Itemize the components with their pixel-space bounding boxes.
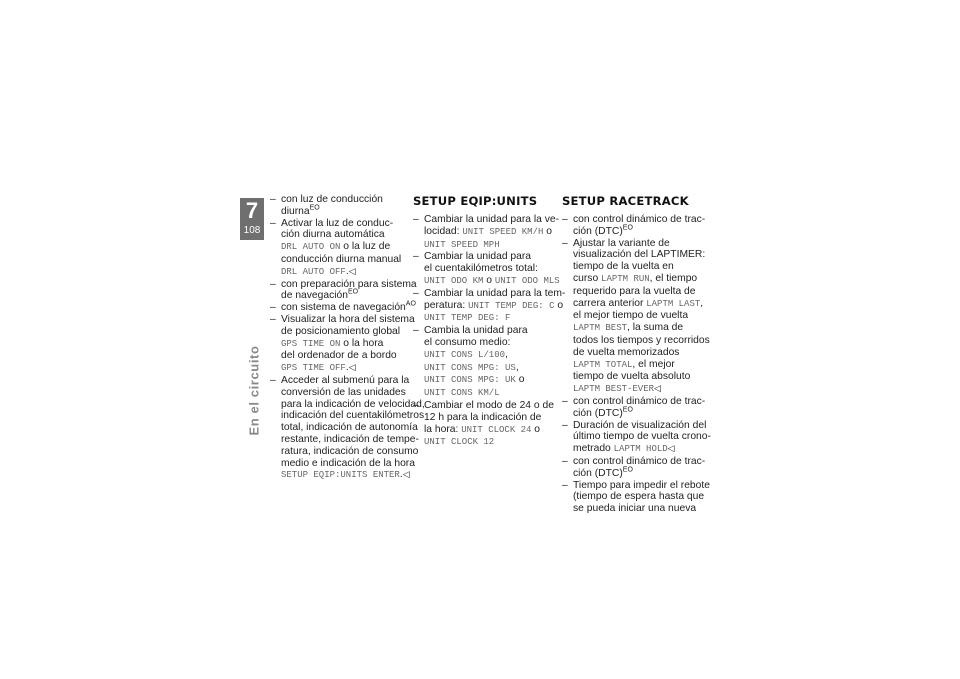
list-item — [413, 214, 560, 251]
text-segment: o — [531, 423, 541, 435]
text-segment: requerido para la vuelta de — [573, 285, 696, 297]
text-segment: ción (DTC) — [573, 467, 623, 479]
text-line — [424, 400, 555, 412]
text-line — [573, 456, 712, 468]
text-line — [573, 383, 712, 396]
text-line — [424, 436, 555, 449]
display-code: DRL AUTO ON — [281, 242, 341, 253]
text-line — [281, 469, 410, 482]
text-segment: locidad: — [424, 225, 463, 237]
text-line — [281, 290, 410, 302]
list-item — [270, 313, 415, 375]
text-segment: diurna — [281, 205, 310, 217]
text-segment: , — [515, 361, 519, 373]
text-segment: 12 h para la indicación de — [424, 411, 542, 423]
list-item — [562, 480, 712, 515]
text-segment: , — [700, 297, 704, 309]
text-line — [281, 229, 410, 241]
list-item — [413, 400, 555, 449]
text-line — [281, 387, 410, 399]
text-segment: de posicionamiento global — [281, 325, 401, 337]
text-segment: restante, indicación de tempe- — [281, 433, 419, 445]
list-item — [562, 238, 712, 396]
text-segment: o — [515, 374, 525, 386]
list-item — [562, 214, 712, 238]
display-code: LAPTM TOTAL — [573, 359, 633, 370]
display-code: UNIT ODO MLS — [494, 275, 560, 286]
text-segment: Activar la luz de conduc- — [281, 217, 394, 229]
text-line — [424, 374, 555, 387]
text-line — [573, 310, 712, 322]
text-segment: con preparación para sistema — [281, 278, 417, 290]
display-code: UNIT TEMP DEG: F — [424, 313, 511, 324]
equipment-superscript: EO — [348, 288, 359, 296]
display-code: LAPTM LAST — [646, 298, 701, 309]
end-mark-icon: ◁ — [654, 383, 661, 394]
text-line — [424, 251, 555, 263]
text-segment: tiempo de la vuelta en — [573, 261, 674, 273]
display-code: UNIT SPEED MPH — [424, 239, 500, 250]
end-mark-icon: ◁ — [402, 469, 410, 480]
text-line — [573, 273, 712, 286]
text-line — [573, 261, 712, 273]
text-segment: . — [399, 469, 403, 481]
equipment-superscript: EO — [622, 406, 633, 414]
chapter-number: 7 — [245, 198, 259, 223]
text-segment: indicación del cuentakilómetros — [281, 410, 425, 422]
text-segment: Cambiar el modo de 24 o de — [424, 399, 554, 411]
text-line — [424, 325, 555, 337]
section-title-vertical — [246, 340, 260, 440]
text-line — [424, 424, 555, 437]
text-segment: o — [543, 225, 552, 237]
text-line — [573, 443, 712, 456]
text-line — [573, 420, 712, 432]
text-line — [424, 337, 555, 349]
text-segment: Cambiar la unidad para la ve- — [424, 214, 560, 225]
text-segment: Duración de visualización del — [573, 419, 707, 431]
text-line — [573, 371, 712, 383]
text-line — [573, 298, 712, 311]
text-segment: conversión de las unidades — [281, 386, 406, 398]
text-line — [424, 287, 566, 300]
text-segment: o — [554, 299, 564, 311]
text-segment: con control dinámico de trac- — [573, 214, 706, 225]
text-line — [573, 396, 712, 408]
text-segment: curso — [573, 272, 602, 284]
display-code: LAPTM RUN — [601, 273, 650, 284]
text-line — [573, 322, 712, 335]
text-segment: con control dinámico de trac- — [573, 455, 706, 467]
text-line — [281, 375, 410, 387]
text-line — [573, 249, 712, 261]
text-segment: , el mejor — [632, 358, 675, 370]
display-code: GPS TIME ON — [281, 338, 341, 349]
text-segment: total, indicación de autonomía — [281, 422, 418, 434]
text-line — [424, 226, 555, 239]
text-line — [573, 226, 712, 238]
setting-list — [270, 194, 425, 482]
text-segment: Cambiar la unidad para — [424, 251, 532, 263]
text-line — [281, 206, 410, 218]
list-item — [413, 325, 555, 400]
text-line — [281, 266, 410, 279]
text-line — [573, 503, 712, 515]
end-mark-icon: ◁ — [667, 443, 675, 454]
text-segment: visualización del LAPTIMER: — [573, 249, 706, 261]
text-segment: o la luz de — [340, 241, 391, 253]
text-line — [573, 214, 712, 226]
text-line — [573, 335, 712, 347]
text-segment: último tiempo de vuelta crono- — [573, 431, 711, 443]
display-code: UNIT CONS KM/L — [424, 388, 500, 399]
list-item — [562, 420, 712, 456]
text-segment: . — [345, 362, 349, 374]
text-segment: la hora: — [424, 423, 462, 435]
text-line — [281, 194, 410, 206]
list-item — [413, 287, 566, 325]
display-code: UNIT CONS L/100 — [424, 349, 506, 360]
text-line — [281, 457, 415, 470]
text-line — [281, 362, 410, 375]
text-line — [281, 326, 410, 338]
text-line — [573, 491, 712, 503]
text-line — [281, 410, 425, 422]
text-segment: se pueda iniciar una nueva — [573, 503, 697, 515]
text-segment: peratura: — [424, 299, 469, 311]
display-code: UNIT ODO KM — [424, 275, 484, 286]
text-line — [424, 214, 560, 226]
text-line — [281, 338, 410, 351]
display-code: UNIT SPEED KM/H — [462, 226, 544, 237]
text-line — [424, 312, 555, 325]
text-segment: o — [483, 274, 495, 286]
text-segment: Visualizar la hora del sistema — [281, 313, 415, 325]
text-line — [281, 241, 410, 254]
text-segment: para la indicación de velocidad, — [281, 398, 425, 410]
list-item — [270, 300, 416, 314]
text-segment: o la hora — [340, 337, 384, 349]
text-segment: Tiempo para impedir el rebote — [573, 479, 710, 491]
text-line — [281, 350, 410, 362]
text-segment: , — [505, 348, 508, 360]
text-line — [573, 468, 712, 480]
text-segment: el consumo medio: — [424, 336, 511, 348]
text-line — [424, 349, 555, 362]
equipment-superscript: AO — [405, 300, 416, 308]
text-line — [424, 412, 555, 424]
text-segment: , la suma de — [627, 322, 684, 334]
text-segment: con sistema de navegación — [281, 302, 406, 314]
text-segment: Acceder al submenú para la — [281, 374, 410, 386]
text-line — [424, 387, 555, 400]
display-code: UNIT CLOCK 24 — [461, 424, 532, 435]
chapter-marker — [240, 198, 264, 240]
display-code: SETUP EQIP:UNITS ENTER — [281, 470, 400, 481]
column-setup-units — [413, 194, 566, 449]
display-code: UNIT CONS MPG: UK — [424, 375, 516, 386]
text-line — [573, 359, 712, 372]
text-line — [573, 431, 712, 443]
text-segment: tiempo de vuelta absoluto — [573, 371, 691, 383]
text-segment: el cuentakilómetros total: — [424, 263, 538, 275]
text-segment: todos los tiempos y recorridos — [573, 334, 710, 346]
text-line — [281, 433, 419, 446]
column-setup-racetrack — [562, 194, 712, 515]
text-line — [281, 218, 410, 230]
text-segment: ción diurna automática — [281, 229, 385, 241]
text-segment: Cambia la unidad para — [424, 325, 528, 337]
text-line — [424, 362, 555, 375]
end-mark-icon: ◁ — [348, 362, 356, 373]
text-line — [281, 445, 419, 458]
text-segment: ción (DTC) — [573, 225, 623, 237]
display-code: LAPTM BEST-EVER — [573, 384, 655, 395]
setting-list — [562, 214, 712, 515]
text-line — [281, 422, 418, 434]
text-segment: (tiempo de espera hasta que — [573, 491, 705, 503]
equipment-superscript: EO — [309, 204, 320, 212]
text-segment: de vuelta memorizados — [573, 346, 680, 358]
text-line — [281, 313, 415, 326]
end-mark-icon: ◁ — [348, 265, 356, 276]
list-item — [270, 278, 417, 303]
display-code: UNIT TEMP DEG: C — [468, 300, 555, 311]
text-line — [281, 300, 416, 314]
list-item — [562, 396, 712, 420]
list-item — [270, 218, 410, 279]
section-heading-setup-racetrack: SETUP RACETRACK — [562, 194, 689, 208]
text-line — [424, 263, 555, 275]
text-segment: . — [345, 265, 349, 277]
list-item — [562, 456, 712, 480]
text-segment: conducción diurna manual — [281, 253, 402, 265]
section-heading-setup-units: SETUP EQIP:UNITS — [413, 194, 538, 208]
equipment-superscript: EO — [622, 224, 633, 232]
display-code: LAPTM HOLD — [613, 444, 668, 455]
display-code: DRL AUTO OFF — [281, 266, 346, 277]
text-segment: con control dinámico de trac- — [573, 395, 706, 407]
text-line — [424, 239, 555, 252]
text-line — [573, 480, 712, 492]
text-segment: , el tiempo — [649, 272, 698, 284]
list-item — [270, 374, 425, 482]
equipment-superscript: EO — [622, 466, 633, 474]
text-line — [573, 408, 712, 420]
text-line — [281, 278, 417, 291]
text-segment: de navegación — [281, 290, 348, 302]
text-line — [424, 274, 560, 288]
text-segment: con luz de conducción — [281, 194, 383, 205]
display-code: LAPTM BEST — [573, 323, 628, 334]
section-title: En el circuito — [246, 345, 262, 436]
display-code: UNIT CLOCK 12 — [424, 437, 495, 448]
text-segment: ción (DTC) — [573, 407, 623, 419]
list-item — [270, 194, 410, 218]
text-segment: el mejor tiempo de vuelta — [573, 310, 689, 322]
list-item — [413, 251, 560, 287]
text-segment: ratura, indicación de consumo — [281, 445, 419, 457]
text-line — [573, 347, 712, 359]
text-line — [281, 254, 410, 266]
text-segment: Cambiar la unidad para la tem- — [424, 287, 566, 299]
text-segment: medio e indicación de la hora — [281, 457, 415, 469]
page-number: 108 — [243, 225, 261, 236]
column-display-settings — [270, 194, 425, 482]
display-code: UNIT CONS MPG: US — [424, 362, 516, 373]
text-segment: del ordenador de a bordo — [281, 350, 397, 362]
display-code: GPS TIME OFF — [281, 363, 346, 374]
text-segment: Ajustar la variante de — [573, 237, 670, 249]
text-line — [424, 299, 564, 313]
text-segment: metrado — [573, 443, 614, 455]
text-line — [281, 398, 425, 411]
text-line — [573, 238, 712, 250]
setting-list — [413, 214, 566, 449]
text-line — [573, 286, 712, 298]
text-segment: carrera anterior — [573, 297, 647, 309]
